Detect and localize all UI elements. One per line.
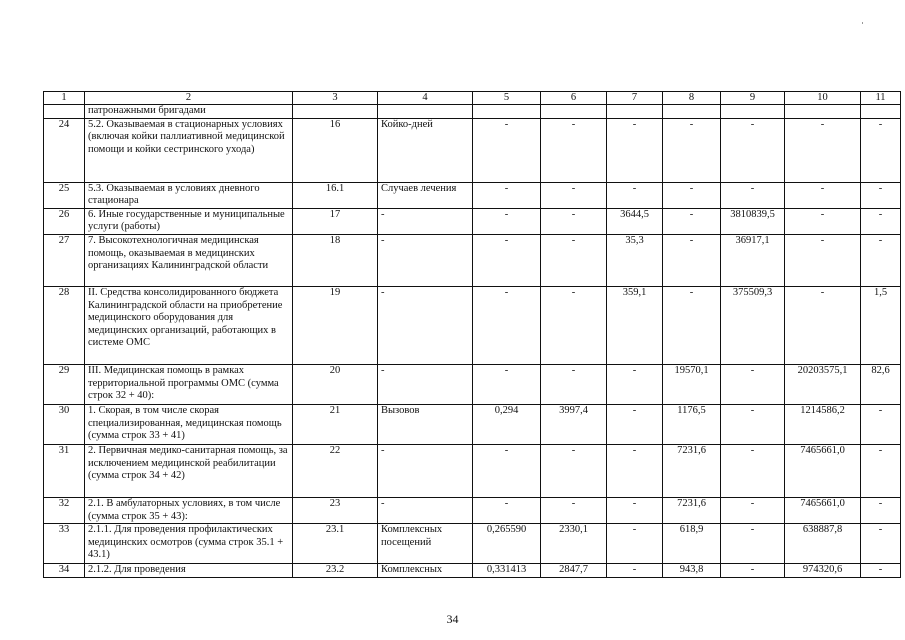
oms-total-cell: -: [785, 286, 861, 364]
per-capita-oms-cell: -: [663, 182, 721, 208]
per-capita-oms-cell: -: [663, 234, 721, 286]
table-row: [44, 105, 901, 119]
indicator-name-cell: патронажными бригадами: [85, 105, 293, 119]
oms-total-cell: -: [785, 118, 861, 182]
per-capita-budget-cell: -: [607, 404, 663, 444]
per-capita-oms-cell: 943,8: [663, 564, 721, 578]
per-capita-budget-cell: 3644,5: [607, 208, 663, 234]
per-capita-budget-cell: -: [607, 564, 663, 578]
cost-norm-cell: 2330,1: [541, 524, 607, 564]
header-cell: 9: [721, 92, 785, 105]
unit-cell: -: [378, 444, 473, 497]
indicator-name-cell: 1. Скорая, в том числе скорая специализированная, медицинская помощь (сумма строк 33 + 41): [85, 404, 293, 444]
budget-total-cell: -: [721, 404, 785, 444]
cost-norm-cell: -: [541, 182, 607, 208]
unit-cell: -: [378, 497, 473, 523]
header-cell: 11: [861, 92, 901, 105]
percent-cell: -: [861, 444, 901, 497]
table-row: [44, 182, 901, 208]
table-row: [44, 444, 901, 497]
percent-cell: -: [861, 404, 901, 444]
volume-norm-cell: -: [473, 444, 541, 497]
volume-norm-cell: -: [473, 208, 541, 234]
row-number-cell: 34: [44, 564, 85, 578]
per-capita-oms-cell: -: [663, 286, 721, 364]
per-capita-oms-cell: 618,9: [663, 524, 721, 564]
volume-norm-cell: -: [473, 234, 541, 286]
per-capita-budget-cell: -: [607, 118, 663, 182]
oms-total-cell: 638887,8: [785, 524, 861, 564]
table-row: [44, 286, 901, 364]
per-capita-oms-cell: 1176,5: [663, 404, 721, 444]
budget-total-cell: -: [721, 182, 785, 208]
percent-cell: -: [861, 208, 901, 234]
table-row: [44, 118, 901, 182]
line-code-cell: 23.1: [293, 524, 378, 564]
oms-total-cell: 7465661,0: [785, 497, 861, 523]
budget-table: [43, 91, 901, 578]
row-number-cell: [44, 105, 85, 119]
indicator-name-cell: 5.3. Оказываемая в условиях дневного стационара: [85, 182, 293, 208]
header-cell: 1: [44, 92, 85, 105]
oms-total-cell: 20203575,1: [785, 364, 861, 404]
cost-norm-cell: -: [541, 208, 607, 234]
table-row: [44, 364, 901, 404]
row-number-cell: 30: [44, 404, 85, 444]
line-code-cell: 16.1: [293, 182, 378, 208]
unit-cell: Койко-дней: [378, 118, 473, 182]
oms-total-cell: -: [785, 234, 861, 286]
oms-total-cell: 974320,6: [785, 564, 861, 578]
volume-norm-cell: -: [473, 286, 541, 364]
cost-norm-cell: [541, 105, 607, 119]
header-cell: 6: [541, 92, 607, 105]
indicator-name-cell: 2.1.1. Для проведения профилактических медицинских осмотров (сумма строк 35.1 + 43.1): [85, 524, 293, 564]
indicator-name-cell: II. Средства консолидированного бюджета Калининградской области на приобретение медицинского оборудования для медицинских организаций, работающих в системе ОМС: [85, 286, 293, 364]
budget-total-cell: 3810839,5: [721, 208, 785, 234]
indicator-name-cell: 7. Высокотехнологичная медицинская помощь, оказываемая в медицинских организациях Калининградской области: [85, 234, 293, 286]
unit-cell: [378, 105, 473, 119]
indicator-name-cell: 5.2. Оказываемая в стационарных условиях (включая койки паллиативной медицинской помощи и койки сестринского ухода): [85, 118, 293, 182]
unit-cell: -: [378, 364, 473, 404]
line-code-cell: 23: [293, 497, 378, 523]
cost-norm-cell: -: [541, 286, 607, 364]
row-number-cell: 31: [44, 444, 85, 497]
cost-norm-cell: 2847,7: [541, 564, 607, 578]
budget-total-cell: -: [721, 524, 785, 564]
per-capita-oms-cell: [663, 105, 721, 119]
per-capita-budget-cell: 359,1: [607, 286, 663, 364]
percent-cell: 82,6: [861, 364, 901, 404]
unit-cell: Комплексных: [378, 564, 473, 578]
percent-cell: -: [861, 564, 901, 578]
header-cell: 7: [607, 92, 663, 105]
percent-cell: -: [861, 524, 901, 564]
row-number-cell: 28: [44, 286, 85, 364]
header-cell: 8: [663, 92, 721, 105]
percent-cell: -: [861, 497, 901, 523]
budget-total-cell: -: [721, 364, 785, 404]
table-row: [44, 497, 901, 523]
percent-cell: 1,5: [861, 286, 901, 364]
line-code-cell: 21: [293, 404, 378, 444]
table-row: [44, 564, 901, 578]
per-capita-budget-cell: -: [607, 497, 663, 523]
line-code-cell: 16: [293, 118, 378, 182]
per-capita-oms-cell: -: [663, 208, 721, 234]
header-cell: 5: [473, 92, 541, 105]
table-body: [44, 105, 901, 578]
percent-cell: -: [861, 234, 901, 286]
volume-norm-cell: 0,331413: [473, 564, 541, 578]
percent-cell: -: [861, 118, 901, 182]
line-code-cell: [293, 105, 378, 119]
unit-cell: -: [378, 234, 473, 286]
volume-norm-cell: -: [473, 497, 541, 523]
unit-cell: -: [378, 286, 473, 364]
line-code-cell: 20: [293, 364, 378, 404]
oms-total-cell: 7465661,0: [785, 444, 861, 497]
line-code-cell: 18: [293, 234, 378, 286]
budget-total-cell: -: [721, 497, 785, 523]
per-capita-oms-cell: -: [663, 118, 721, 182]
line-code-cell: 22: [293, 444, 378, 497]
page-number: 34: [446, 612, 459, 626]
row-number-cell: 26: [44, 208, 85, 234]
row-number-cell: 29: [44, 364, 85, 404]
row-number-cell: 33: [44, 524, 85, 564]
unit-cell: Случаев лечения: [378, 182, 473, 208]
cost-norm-cell: -: [541, 497, 607, 523]
cost-norm-cell: -: [541, 444, 607, 497]
indicator-name-cell: 2.1. В амбулаторных условиях, в том числе (сумма строк 35 + 43):: [85, 497, 293, 523]
table-row: [44, 208, 901, 234]
budget-total-cell: 375509,3: [721, 286, 785, 364]
percent-cell: -: [861, 182, 901, 208]
volume-norm-cell: 0,265590: [473, 524, 541, 564]
budget-total-cell: [721, 105, 785, 119]
oms-total-cell: 1214586,2: [785, 404, 861, 444]
header-cell: 4: [378, 92, 473, 105]
per-capita-oms-cell: 7231,6: [663, 497, 721, 523]
volume-norm-cell: -: [473, 182, 541, 208]
per-capita-oms-cell: 7231,6: [663, 444, 721, 497]
indicator-name-cell: 2.1.2. Для проведения: [85, 564, 293, 578]
volume-norm-cell: 0,294: [473, 404, 541, 444]
volume-norm-cell: [473, 105, 541, 119]
line-code-cell: 19: [293, 286, 378, 364]
cost-norm-cell: -: [541, 364, 607, 404]
indicator-name-cell: 2. Первичная медико-санитарная помощь, за исключением медицинской реабилитации (сумма строк 34 + 42): [85, 444, 293, 497]
budget-total-cell: -: [721, 444, 785, 497]
per-capita-budget-cell: 35,3: [607, 234, 663, 286]
per-capita-oms-cell: 19570,1: [663, 364, 721, 404]
cost-norm-cell: -: [541, 118, 607, 182]
scan-speck: [862, 22, 863, 24]
volume-norm-cell: -: [473, 364, 541, 404]
table-row: [44, 404, 901, 444]
oms-total-cell: -: [785, 208, 861, 234]
line-code-cell: 23.2: [293, 564, 378, 578]
budget-total-cell: -: [721, 564, 785, 578]
header-cell: 2: [85, 92, 293, 105]
cost-norm-cell: 3997,4: [541, 404, 607, 444]
header-cell: 10: [785, 92, 861, 105]
row-number-cell: 32: [44, 497, 85, 523]
unit-cell: -: [378, 208, 473, 234]
line-code-cell: 17: [293, 208, 378, 234]
indicator-name-cell: III. Медицинская помощь в рамках территориальной программы ОМС (сумма строк 32 + 40):: [85, 364, 293, 404]
unit-cell: Комплексных посещений: [378, 524, 473, 564]
budget-total-cell: -: [721, 118, 785, 182]
indicator-name-cell: 6. Иные государственные и муниципальные услуги (работы): [85, 208, 293, 234]
per-capita-budget-cell: -: [607, 364, 663, 404]
cost-norm-cell: -: [541, 234, 607, 286]
per-capita-budget-cell: -: [607, 524, 663, 564]
per-capita-budget-cell: -: [607, 182, 663, 208]
table-row: [44, 524, 901, 564]
row-number-cell: 27: [44, 234, 85, 286]
row-number-cell: 25: [44, 182, 85, 208]
oms-total-cell: [785, 105, 861, 119]
per-capita-budget-cell: -: [607, 444, 663, 497]
unit-cell: Вызовов: [378, 404, 473, 444]
volume-norm-cell: -: [473, 118, 541, 182]
table-header-row: [44, 92, 901, 105]
percent-cell: [861, 105, 901, 119]
row-number-cell: 24: [44, 118, 85, 182]
table-row: [44, 234, 901, 286]
budget-total-cell: 36917,1: [721, 234, 785, 286]
per-capita-budget-cell: [607, 105, 663, 119]
oms-total-cell: -: [785, 182, 861, 208]
header-cell: 3: [293, 92, 378, 105]
